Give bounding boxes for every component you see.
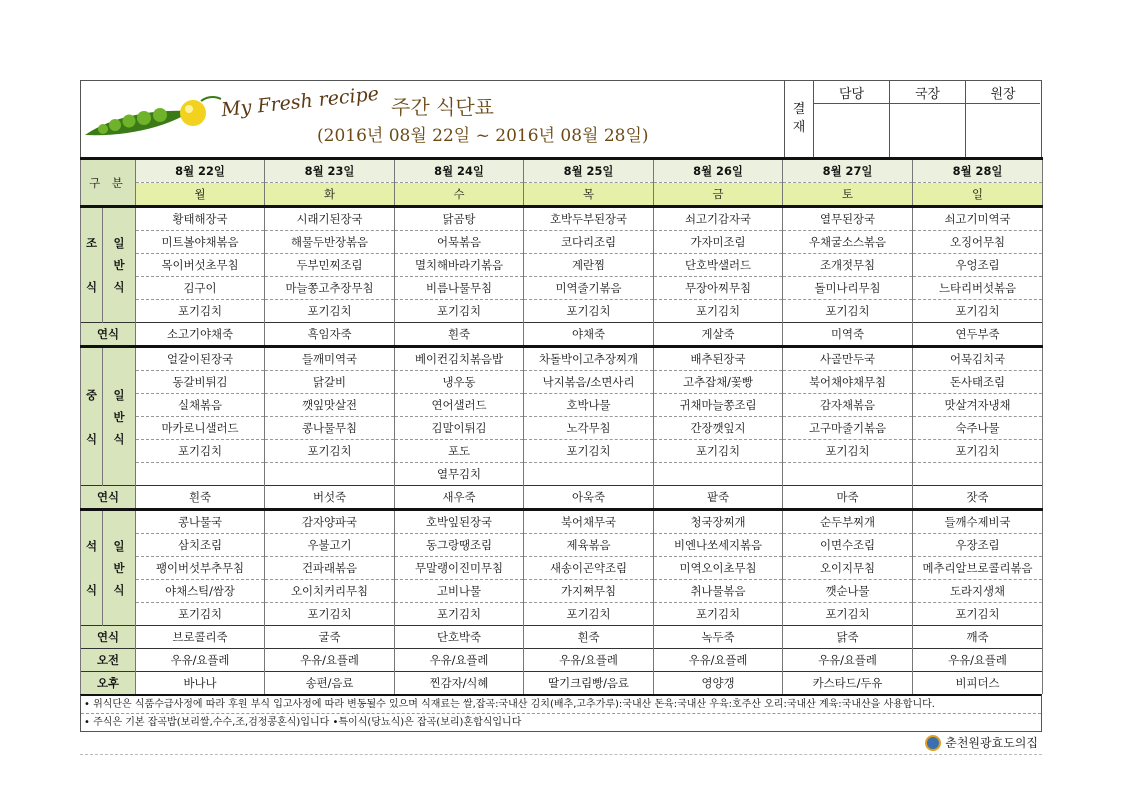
snack-item: 딸기크림빵/음료 bbox=[524, 672, 654, 695]
menu-item: 닭갈비 bbox=[265, 371, 395, 394]
soft-menu-item: 흰죽 bbox=[136, 486, 265, 510]
menu-item: 제육볶음 bbox=[524, 534, 654, 557]
soft-menu-item: 버섯죽 bbox=[265, 486, 395, 510]
snack-item: 우유/요플레 bbox=[265, 649, 395, 672]
menu-item: 오징어무침 bbox=[913, 231, 1043, 254]
soft-menu-item: 소고기야채죽 bbox=[136, 323, 265, 347]
menu-item: 미역오이초무침 bbox=[654, 557, 783, 580]
menu-item: 건파래볶음 bbox=[265, 557, 395, 580]
menu-item: 포기김치 bbox=[395, 300, 524, 323]
menu-item: 야채스틱/쌈장 bbox=[136, 580, 265, 603]
menu-item: 냉우동 bbox=[395, 371, 524, 394]
menu-sheet bbox=[80, 80, 1042, 755]
menu-item: 고구마줄기볶음 bbox=[783, 417, 913, 440]
menu-item bbox=[913, 463, 1043, 486]
organization: 춘천원광효도의집 bbox=[925, 734, 1038, 751]
menu-item: 미트볼야채볶음 bbox=[136, 231, 265, 254]
menu-item: 두부민찌조림 bbox=[265, 254, 395, 277]
menu-item: 포기김치 bbox=[654, 300, 783, 323]
gubun-header: 구 분 bbox=[81, 159, 136, 207]
menu-item: 포기김치 bbox=[524, 300, 654, 323]
date-header: 8월 27일 bbox=[783, 159, 913, 183]
menu-item: 멸치해바라기볶음 bbox=[395, 254, 524, 277]
approval-box bbox=[784, 81, 1041, 157]
soft-menu-item: 게살죽 bbox=[654, 323, 783, 347]
day-header: 수 bbox=[395, 183, 524, 207]
soft-menu-item: 잣죽 bbox=[913, 486, 1043, 510]
soft-menu-item: 아욱죽 bbox=[524, 486, 654, 510]
menu-item: 배추된장국 bbox=[654, 347, 783, 371]
menu-item: 시래기된장국 bbox=[265, 207, 395, 231]
menu-item: 이면수조림 bbox=[783, 534, 913, 557]
menu-item: 팽이버섯부추무침 bbox=[136, 557, 265, 580]
dinner-soft-label: 연식 bbox=[81, 626, 136, 649]
menu-item: 깻잎맛살전 bbox=[265, 394, 395, 417]
table-row bbox=[81, 486, 1043, 510]
soft-menu-item: 흑임자죽 bbox=[265, 323, 395, 347]
menu-item bbox=[783, 463, 913, 486]
menu-item: 실채볶음 bbox=[136, 394, 265, 417]
menu-item: 우엉조림 bbox=[913, 254, 1043, 277]
approver-manager: 담당 bbox=[814, 81, 890, 157]
table-row bbox=[81, 510, 1043, 534]
menu-item: 비엔나쏘세지볶음 bbox=[654, 534, 783, 557]
table-row bbox=[81, 649, 1043, 672]
menu-item: 단호박샐러드 bbox=[654, 254, 783, 277]
soft-menu-item: 깨죽 bbox=[913, 626, 1043, 649]
lunch-sub-label: 일 반 식 bbox=[103, 347, 136, 486]
soft-menu-item: 흰죽 bbox=[524, 626, 654, 649]
soft-menu-item: 굴죽 bbox=[265, 626, 395, 649]
menu-item: 돌미나리무침 bbox=[783, 277, 913, 300]
menu-item: 포기김치 bbox=[913, 440, 1043, 463]
menu-item: 포기김치 bbox=[524, 440, 654, 463]
snack-item: 비피더스 bbox=[913, 672, 1043, 695]
table-row bbox=[81, 394, 1043, 417]
menu-item: 포기김치 bbox=[913, 300, 1043, 323]
date-header: 8월 25일 bbox=[524, 159, 654, 183]
menu-item: 오이지무침 bbox=[783, 557, 913, 580]
brand-text: My Fresh recipe bbox=[220, 82, 380, 122]
table-row bbox=[81, 557, 1043, 580]
menu-item: 도라지생채 bbox=[913, 580, 1043, 603]
menu-item: 어묵볶음 bbox=[395, 231, 524, 254]
menu-item: 마늘쫑고추장무침 bbox=[265, 277, 395, 300]
soft-menu-item: 녹두죽 bbox=[654, 626, 783, 649]
breakfast-sub-label: 일 반 식 bbox=[103, 207, 136, 323]
menu-item: 조개젓무침 bbox=[783, 254, 913, 277]
am-snack-label: 오전 bbox=[81, 649, 136, 672]
menu-item: 해물두반장볶음 bbox=[265, 231, 395, 254]
menu-item: 깻순나물 bbox=[783, 580, 913, 603]
menu-item: 열무된장국 bbox=[783, 207, 913, 231]
table-row bbox=[81, 580, 1043, 603]
menu-item: 포기김치 bbox=[654, 603, 783, 626]
menu-item: 포기김치 bbox=[913, 603, 1043, 626]
snack-item: 우유/요플레 bbox=[654, 649, 783, 672]
menu-item: 맛살겨자냉채 bbox=[913, 394, 1043, 417]
menu-item: 순두부찌개 bbox=[783, 510, 913, 534]
menu-item: 간장깻잎지 bbox=[654, 417, 783, 440]
day-header: 토 bbox=[783, 183, 913, 207]
menu-item: 숙주나물 bbox=[913, 417, 1043, 440]
date-header: 8월 22일 bbox=[136, 159, 265, 183]
table-row bbox=[81, 463, 1043, 486]
snack-item: 바나나 bbox=[136, 672, 265, 695]
day-header: 화 bbox=[265, 183, 395, 207]
menu-item: 비름나물무침 bbox=[395, 277, 524, 300]
menu-item bbox=[136, 463, 265, 486]
table-row bbox=[81, 207, 1043, 231]
menu-item: 메추리알브로콜리볶음 bbox=[913, 557, 1043, 580]
soft-menu-item: 마죽 bbox=[783, 486, 913, 510]
menu-item: 포기김치 bbox=[265, 440, 395, 463]
snack-item: 우유/요플레 bbox=[524, 649, 654, 672]
menu-item: 코다리조림 bbox=[524, 231, 654, 254]
breakfast-label: 조 식 bbox=[81, 207, 103, 323]
menu-item: 고비나물 bbox=[395, 580, 524, 603]
menu-table bbox=[80, 157, 1043, 694]
menu-item: 무말랭이진미무침 bbox=[395, 557, 524, 580]
menu-item: 삼치조림 bbox=[136, 534, 265, 557]
page-title: 주간 식단표 bbox=[391, 95, 494, 119]
dinner-label: 석 식 bbox=[81, 510, 103, 626]
menu-item: 연어샐러드 bbox=[395, 394, 524, 417]
menu-item: 취나물볶음 bbox=[654, 580, 783, 603]
menu-item: 콩나물국 bbox=[136, 510, 265, 534]
menu-item: 동그랑땡조림 bbox=[395, 534, 524, 557]
menu-item: 콩나물무침 bbox=[265, 417, 395, 440]
table-row bbox=[81, 323, 1043, 347]
pm-snack-label: 오후 bbox=[81, 672, 136, 695]
menu-item: 포기김치 bbox=[783, 440, 913, 463]
snack-item: 영양갱 bbox=[654, 672, 783, 695]
menu-item: 포기김치 bbox=[395, 603, 524, 626]
dinner-sub-label: 일 반 식 bbox=[103, 510, 136, 626]
menu-item bbox=[524, 463, 654, 486]
menu-item: 들깨수제비국 bbox=[913, 510, 1043, 534]
snack-item: 우유/요플레 bbox=[783, 649, 913, 672]
date-header: 8월 24일 bbox=[395, 159, 524, 183]
menu-item: 우장조림 bbox=[913, 534, 1043, 557]
menu-item: 낙지볶음/소면사리 bbox=[524, 371, 654, 394]
soft-menu-item: 연두부죽 bbox=[913, 323, 1043, 347]
menu-item: 황태해장국 bbox=[136, 207, 265, 231]
menu-item: 포도 bbox=[395, 440, 524, 463]
snack-item: 찐감자/식혜 bbox=[395, 672, 524, 695]
menu-item bbox=[265, 463, 395, 486]
menu-item: 가자미조림 bbox=[654, 231, 783, 254]
menu-item: 포기김치 bbox=[136, 603, 265, 626]
menu-item: 베이컨김치볶음밥 bbox=[395, 347, 524, 371]
menu-item: 김말이튀김 bbox=[395, 417, 524, 440]
table-row bbox=[81, 300, 1043, 323]
table-row bbox=[81, 534, 1043, 557]
menu-item: 계란찜 bbox=[524, 254, 654, 277]
menu-item: 우채굴소스볶음 bbox=[783, 231, 913, 254]
soft-menu-item: 브로콜리죽 bbox=[136, 626, 265, 649]
table-row bbox=[81, 183, 1043, 207]
table-row bbox=[81, 231, 1043, 254]
menu-item: 포기김치 bbox=[136, 440, 265, 463]
menu-item: 목이버섯초무침 bbox=[136, 254, 265, 277]
menu-item: 노각무침 bbox=[524, 417, 654, 440]
table-row bbox=[81, 672, 1043, 695]
menu-item: 가지쪄무침 bbox=[524, 580, 654, 603]
menu-item: 닭곰탕 bbox=[395, 207, 524, 231]
soft-menu-item: 단호박죽 bbox=[395, 626, 524, 649]
menu-item: 오이치커리무침 bbox=[265, 580, 395, 603]
table-row bbox=[81, 277, 1043, 300]
menu-item: 사골만두국 bbox=[783, 347, 913, 371]
approver-head: 원장 bbox=[966, 81, 1040, 157]
menu-item: 포기김치 bbox=[265, 300, 395, 323]
menu-item: 들깨미역국 bbox=[265, 347, 395, 371]
table-row bbox=[81, 347, 1043, 371]
lunch-soft-label: 연식 bbox=[81, 486, 136, 510]
menu-item: 무장아찌무침 bbox=[654, 277, 783, 300]
menu-item: 쇠고기미역국 bbox=[913, 207, 1043, 231]
menu-item: 청국장찌개 bbox=[654, 510, 783, 534]
day-header: 월 bbox=[136, 183, 265, 207]
table-row bbox=[81, 440, 1043, 463]
menu-item bbox=[654, 463, 783, 486]
soft-menu-item: 야채죽 bbox=[524, 323, 654, 347]
menu-item: 미역줄기볶음 bbox=[524, 277, 654, 300]
soft-menu-item: 흰죽 bbox=[395, 323, 524, 347]
date-header: 8월 26일 bbox=[654, 159, 783, 183]
table-row bbox=[81, 626, 1043, 649]
note-staple: • 주식은 기본 잡곡밥(보리쌀,수수,조,검정콩혼식)입니다 •특이식(당뇨식)은 잡곡(보리)혼합식입니다 bbox=[84, 717, 522, 728]
soft-menu-item: 닭죽 bbox=[783, 626, 913, 649]
menu-item: 어묵김치국 bbox=[913, 347, 1043, 371]
menu-item: 포기김치 bbox=[654, 440, 783, 463]
menu-item: 호박잎된장국 bbox=[395, 510, 524, 534]
table-row bbox=[81, 254, 1043, 277]
menu-item: 감자채볶음 bbox=[783, 394, 913, 417]
lunch-label: 중 식 bbox=[81, 347, 103, 486]
snack-item: 우유/요플레 bbox=[136, 649, 265, 672]
menu-item: 귀채마늘쫑조림 bbox=[654, 394, 783, 417]
date-header: 8월 28일 bbox=[913, 159, 1043, 183]
soft-menu-item: 팥죽 bbox=[654, 486, 783, 510]
table-row bbox=[81, 371, 1043, 394]
menu-item: 포기김치 bbox=[783, 603, 913, 626]
menu-item: 감자양파국 bbox=[265, 510, 395, 534]
note-ingredients: • 위식단은 식품수급사정에 따라 후원 부식 입고사정에 따라 변동될수 있으며 식재료는 쌀,잡곡:국내산 김치(배추,고추가루):국내산 돈육:국내산 우육:호주산 오리:국내산 계육:국내산을 사용합니다. bbox=[81, 696, 1041, 714]
sheet-footer bbox=[80, 732, 1042, 755]
menu-item: 열무김치 bbox=[395, 463, 524, 486]
menu-item: 얼갈이된장국 bbox=[136, 347, 265, 371]
day-header: 목 bbox=[524, 183, 654, 207]
menu-item: 북어채야채무침 bbox=[783, 371, 913, 394]
soft-menu-item: 미역죽 bbox=[783, 323, 913, 347]
menu-item: 포기김치 bbox=[136, 300, 265, 323]
snack-item: 송편/음료 bbox=[265, 672, 395, 695]
date-range: (2016년 08월 22일 ~ 2016년 08월 28일) bbox=[317, 126, 649, 146]
table-row bbox=[81, 417, 1043, 440]
table-row bbox=[81, 159, 1043, 183]
day-header: 일 bbox=[913, 183, 1043, 207]
breakfast-soft-label: 연식 bbox=[81, 323, 136, 347]
menu-item: 돈사태조림 bbox=[913, 371, 1043, 394]
sheet-header bbox=[80, 80, 1042, 157]
menu-item: 김구이 bbox=[136, 277, 265, 300]
approver-director: 국장 bbox=[890, 81, 966, 157]
table-row bbox=[81, 603, 1043, 626]
menu-item: 느타리버섯볶음 bbox=[913, 277, 1043, 300]
snack-item: 카스타드/두유 bbox=[783, 672, 913, 695]
snack-item: 우유/요플레 bbox=[395, 649, 524, 672]
soft-menu-item: 새우죽 bbox=[395, 486, 524, 510]
menu-item: 포기김치 bbox=[783, 300, 913, 323]
day-header: 금 bbox=[654, 183, 783, 207]
menu-item: 우불고기 bbox=[265, 534, 395, 557]
menu-item: 동갈비튀김 bbox=[136, 371, 265, 394]
notes bbox=[80, 694, 1042, 732]
menu-item: 새송이곤약조림 bbox=[524, 557, 654, 580]
menu-item: 고추잡채/꽃빵 bbox=[654, 371, 783, 394]
seal-icon bbox=[925, 735, 941, 751]
menu-item: 북어채무국 bbox=[524, 510, 654, 534]
menu-item: 호박두부된장국 bbox=[524, 207, 654, 231]
menu-item: 포기김치 bbox=[265, 603, 395, 626]
menu-item: 쇠고기감자국 bbox=[654, 207, 783, 231]
menu-item: 마카로니샐러드 bbox=[136, 417, 265, 440]
approval-label: 결 재 bbox=[785, 81, 814, 157]
menu-item: 호박나물 bbox=[524, 394, 654, 417]
menu-item: 차돌박이고추장찌개 bbox=[524, 347, 654, 371]
menu-item: 포기김치 bbox=[524, 603, 654, 626]
snack-item: 우유/요플레 bbox=[913, 649, 1043, 672]
date-header: 8월 23일 bbox=[265, 159, 395, 183]
